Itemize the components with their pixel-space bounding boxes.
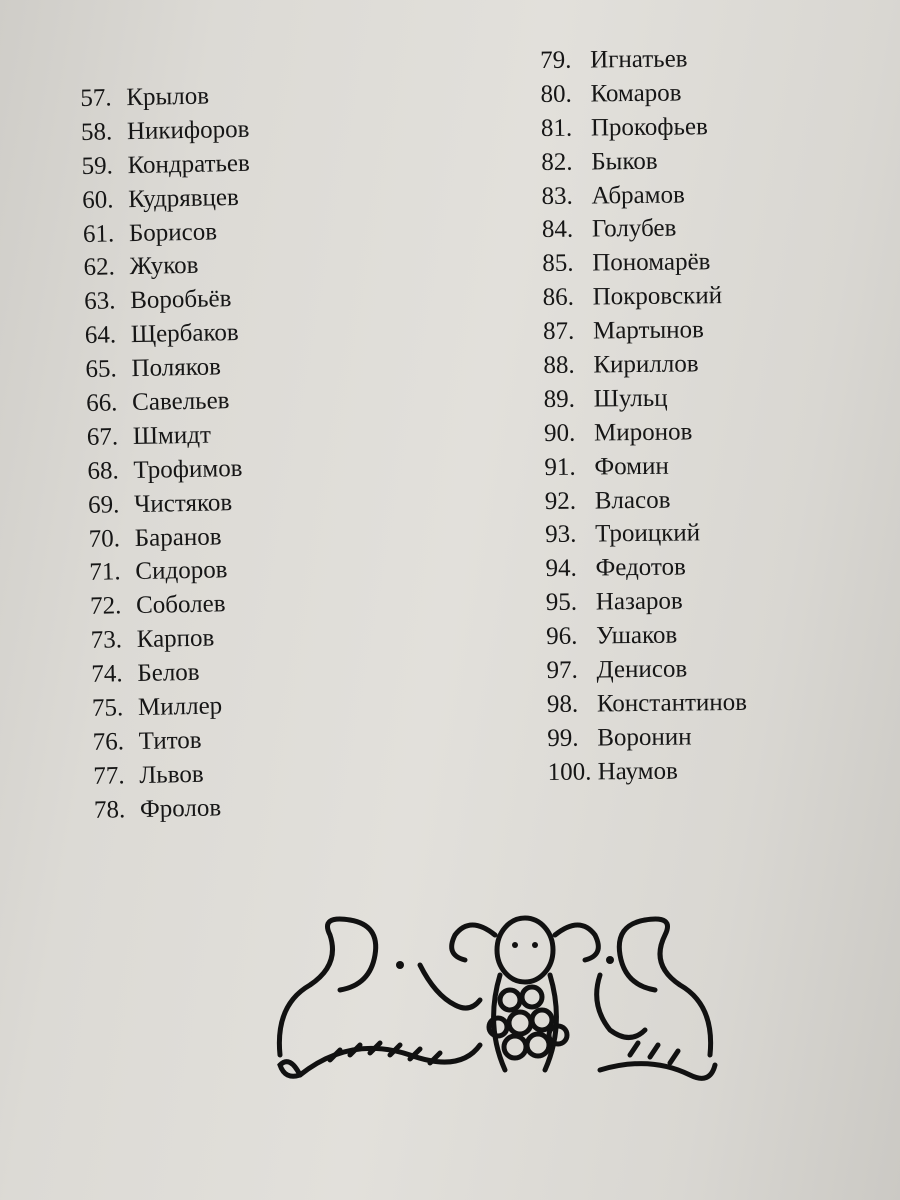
list-item: 95. Назаров bbox=[545, 587, 683, 617]
list-item: 63. Воробьёв bbox=[83, 285, 232, 316]
list-item: 59. Кондратьев bbox=[81, 149, 251, 180]
list-item: 79. Игнатьев bbox=[540, 45, 688, 74]
list-item: 83. Абрамов bbox=[541, 181, 685, 210]
list-item: 98. Константинов bbox=[546, 688, 748, 718]
list-item: 71. Сидоров bbox=[89, 556, 228, 587]
list-item: 85. Пономарёв bbox=[542, 248, 711, 278]
list-item: 57. Крылов bbox=[80, 82, 210, 112]
list-item: 90. Миронов bbox=[543, 418, 693, 447]
list-item: 82. Быков bbox=[541, 147, 658, 176]
list-item: 78. Фролов bbox=[93, 794, 222, 824]
list-item: 61. Борисов bbox=[82, 217, 218, 248]
list-item: 97. Денисов bbox=[546, 655, 688, 684]
list-item: 80. Комаров bbox=[540, 79, 682, 108]
list-item: 100. Наумов bbox=[547, 757, 678, 786]
list-item: 73. Карпов bbox=[90, 624, 215, 655]
list-item: 88. Кириллов bbox=[543, 350, 699, 379]
list-item: 87. Мартынов bbox=[542, 316, 705, 346]
list-item: 68. Трофимов bbox=[87, 454, 243, 485]
list-item: 62. Жуков bbox=[83, 252, 199, 282]
list-item: 77. Львов bbox=[93, 760, 204, 790]
list-item: 58. Никифоров bbox=[80, 115, 250, 146]
list-item: 67. Шмидт bbox=[86, 421, 212, 451]
list-item: 81. Прокофьев bbox=[540, 113, 708, 142]
list-item: 75. Миллер bbox=[91, 692, 223, 722]
list-item: 86. Покровский bbox=[542, 282, 723, 312]
merman-mermaid-ornament-icon bbox=[270, 905, 720, 1090]
list-item: 94. Федотов bbox=[545, 553, 686, 583]
list-item: 70. Баранов bbox=[88, 522, 222, 553]
list-item: 91. Фомин bbox=[544, 452, 669, 481]
list-item: 65. Поляков bbox=[85, 353, 222, 384]
list-item: 92. Власов bbox=[544, 486, 671, 515]
list-item: 93. Троицкий bbox=[544, 519, 701, 549]
list-item: 66. Савельев bbox=[85, 387, 230, 417]
list-item: 89. Шульц bbox=[543, 384, 668, 413]
list-item: 76. Титов bbox=[92, 726, 202, 756]
list-item: 72. Соболев bbox=[89, 590, 226, 621]
surname-list-right bbox=[540, 42, 748, 790]
list-item: 84. Голубев bbox=[541, 215, 677, 244]
list-item: 69. Чистяков bbox=[87, 488, 233, 519]
list-item: 64. Щербаков bbox=[84, 319, 239, 350]
list-item: 60. Кудрявцев bbox=[82, 183, 240, 214]
list-item: 74. Белов bbox=[91, 658, 200, 689]
surname-list-left bbox=[80, 79, 263, 828]
list-item: 96. Ушаков bbox=[546, 621, 678, 651]
list-item: 99. Воронин bbox=[547, 723, 692, 752]
